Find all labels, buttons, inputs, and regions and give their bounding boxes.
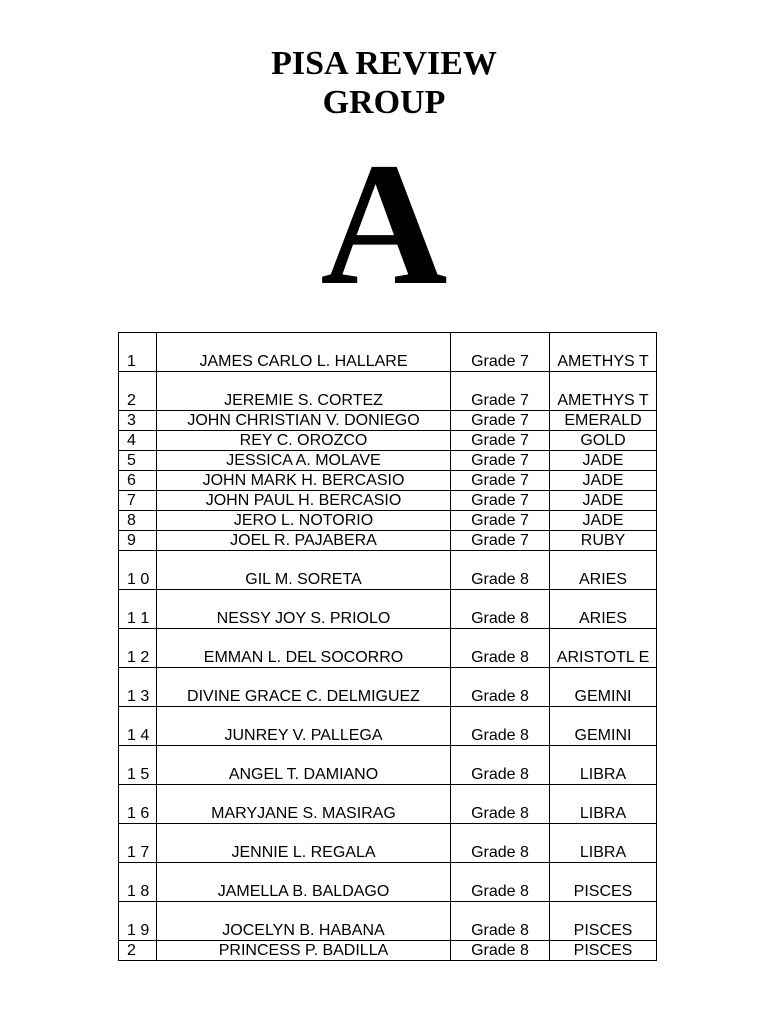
table-row [119, 746, 657, 785]
student-name: JESSICA A. MOLAVE [157, 451, 451, 471]
table-row [119, 668, 657, 707]
grade-level: Grade 8 [451, 863, 550, 902]
table-row [119, 531, 657, 551]
student-name: MARYJANE S. MASIRAG [157, 785, 451, 824]
student-name: JOHN PAUL H. BERCASIO [157, 491, 451, 511]
table-row [119, 590, 657, 629]
table-row [119, 629, 657, 668]
section-name: PISCES [550, 863, 657, 902]
grade-level: Grade 8 [451, 590, 550, 629]
grade-level: Grade 8 [451, 629, 550, 668]
grade-level: Grade 8 [451, 824, 550, 863]
table-row [119, 333, 657, 372]
row-number: 4 [119, 431, 157, 451]
section-name: JADE [550, 451, 657, 471]
row-number: 9 [119, 531, 157, 551]
section-name: EMERALD [550, 411, 657, 431]
section-name: LIBRA [550, 785, 657, 824]
row-number: 1 4 [119, 707, 157, 746]
table-row [119, 824, 657, 863]
title-line-2: GROUP [322, 84, 446, 121]
roster-body [119, 333, 657, 961]
table-row [119, 491, 657, 511]
row-number: 6 [119, 471, 157, 491]
grade-level: Grade 7 [451, 491, 550, 511]
grade-level: Grade 8 [451, 707, 550, 746]
row-number: 3 [119, 411, 157, 431]
grade-level: Grade 8 [451, 902, 550, 941]
row-number: 1 7 [119, 824, 157, 863]
row-number: 1 1 [119, 590, 157, 629]
student-name: ANGEL T. DAMIANO [157, 746, 451, 785]
student-name: JOEL R. PAJABERA [157, 531, 451, 551]
section-name: LIBRA [550, 746, 657, 785]
section-name: GEMINI [550, 707, 657, 746]
grade-level: Grade 8 [451, 551, 550, 590]
student-name: JEREMIE S. CORTEZ [157, 372, 451, 411]
row-number: 8 [119, 511, 157, 531]
table-row [119, 511, 657, 531]
section-name: GOLD [550, 431, 657, 451]
table-row [119, 451, 657, 471]
row-number: 5 [119, 451, 157, 471]
student-name: JAMES CARLO L. HALLARE [157, 333, 451, 372]
table-row [119, 902, 657, 941]
row-number: 1 8 [119, 863, 157, 902]
section-name: PISCES [550, 902, 657, 941]
grade-level: Grade 7 [451, 511, 550, 531]
section-name: GEMINI [550, 668, 657, 707]
table-row [119, 941, 657, 961]
row-number: 1 6 [119, 785, 157, 824]
grade-level: Grade 7 [451, 471, 550, 491]
student-name: NESSY JOY S. PRIOLO [157, 590, 451, 629]
table-row [119, 707, 657, 746]
student-name: JUNREY V. PALLEGA [157, 707, 451, 746]
section-name: LIBRA [550, 824, 657, 863]
table-row [119, 471, 657, 491]
student-name: JOCELYN B. HABANA [157, 902, 451, 941]
grade-level: Grade 8 [451, 941, 550, 961]
grade-level: Grade 7 [451, 431, 550, 451]
row-number: 2 [119, 372, 157, 411]
grade-level: Grade 7 [451, 451, 550, 471]
student-name: JENNIE L. REGALA [157, 824, 451, 863]
student-name: GIL M. SORETA [157, 551, 451, 590]
student-name: EMMAN L. DEL SOCORRO [157, 629, 451, 668]
page-title [0, 44, 768, 122]
student-name: DIVINE GRACE C. DELMIGUEZ [157, 668, 451, 707]
row-number: 1 9 [119, 902, 157, 941]
section-name: JADE [550, 471, 657, 491]
section-name: JADE [550, 491, 657, 511]
title-line-1: PISA REVIEW [271, 45, 497, 82]
grade-level: Grade 7 [451, 372, 550, 411]
section-name: ARISTOTL E [550, 629, 657, 668]
group-letter: A [320, 127, 448, 322]
student-name: JAMELLA B. BALDAGO [157, 863, 451, 902]
row-number: 1 3 [119, 668, 157, 707]
row-number: 1 0 [119, 551, 157, 590]
student-name: JOHN CHRISTIAN V. DONIEGO [157, 411, 451, 431]
grade-level: Grade 8 [451, 785, 550, 824]
grade-level: Grade 8 [451, 746, 550, 785]
student-name: JOHN MARK H. BERCASIO [157, 471, 451, 491]
section-name: ARIES [550, 590, 657, 629]
grade-level: Grade 7 [451, 333, 550, 372]
row-number: 1 2 [119, 629, 157, 668]
roster-table [118, 332, 657, 961]
section-name: AMETHYS T [550, 372, 657, 411]
row-number: 2 [119, 941, 157, 961]
grade-level: Grade 7 [451, 531, 550, 551]
student-name: PRINCESS P. BADILLA [157, 941, 451, 961]
table-row [119, 411, 657, 431]
student-name: JERO L. NOTORIO [157, 511, 451, 531]
row-number: 7 [119, 491, 157, 511]
section-name: AMETHYS T [550, 333, 657, 372]
table-row [119, 431, 657, 451]
section-name: ARIES [550, 551, 657, 590]
row-number: 1 5 [119, 746, 157, 785]
row-number: 1 [119, 333, 157, 372]
grade-level: Grade 7 [451, 411, 550, 431]
table-row [119, 372, 657, 411]
section-name: RUBY [550, 531, 657, 551]
table-row [119, 785, 657, 824]
section-name: JADE [550, 511, 657, 531]
grade-level: Grade 8 [451, 668, 550, 707]
student-name: REY C. OROZCO [157, 431, 451, 451]
table-row [119, 863, 657, 902]
table-row [119, 551, 657, 590]
section-name: PISCES [550, 941, 657, 961]
